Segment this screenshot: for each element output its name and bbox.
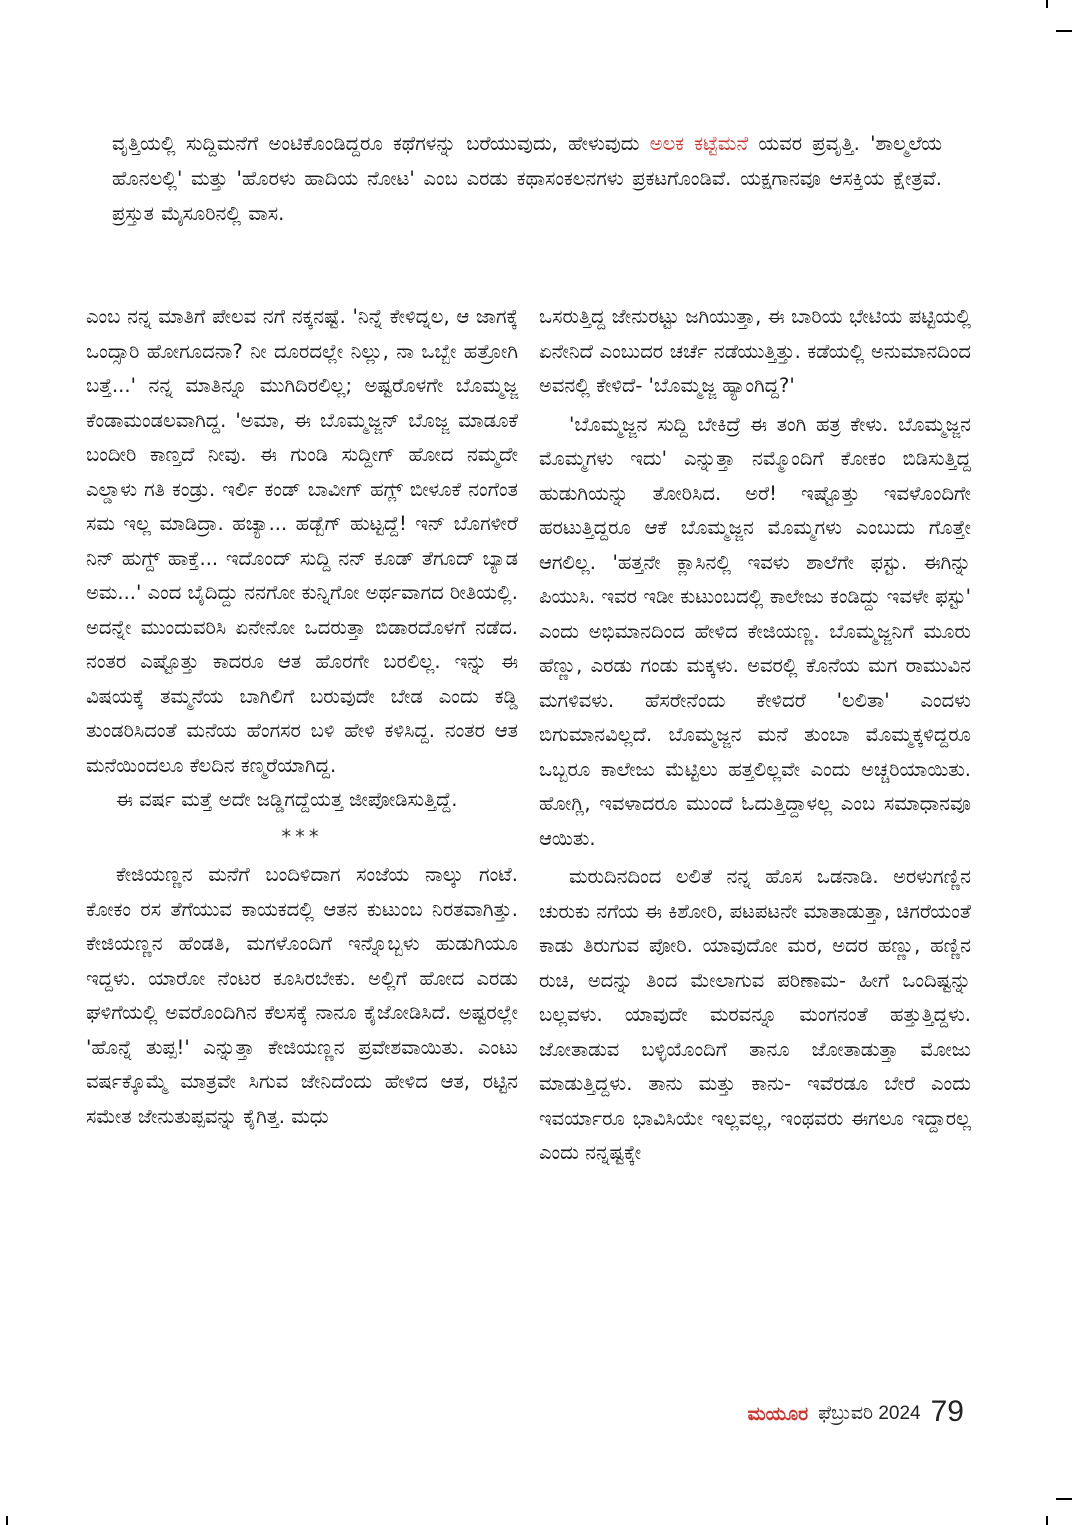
crop-mark-bottom-left-v [6, 1516, 8, 1525]
right-column [539, 300, 971, 1171]
page-number: 79 [930, 1395, 964, 1428]
left-column [86, 300, 518, 1134]
right-paragraph-3: ಮರುದಿನದಿಂದ ಲಲಿತೆ ನನ್ನ ಹೊಸ ಒಡನಾಡಿ. ಅರಳುಗಣ್ಣಿನ ಚುರುಕು ನಗೆಯ ಈ ಕಿಶೋರಿ, ಪಟಪಟನೇ ಮಾತಾಡುತ್ತಾ, ಚಿಗರೆಯಂತೆ ಕಾಡು ತಿರುಗುವ ಪೋರಿ. ಯಾವುದೋ ಮರ, ಅದರ ಹಣ್ಣು, ಹಣ್ಣಿನ ರುಚಿ, ಅದನ್ನು ತಿಂದ ಮೇಲಾಗುವ ಪರಿಣಾಮ- ಹೀಗೆ ಒಂದಿಷ್ಟನ್ನು ಬಲ್ಲವಳು. ಯಾವುದೇ ಮರವನ್ನೂ ಮಂಗನಂತೆ ಹತ್ತುತ್ತಿದ್ದಳು. ಜೋತಾಡುವ ಬಳ್ಳಿಯೊಂದಿಗೆ ತಾನೂ ಜೋತಾಡುತ್ತಾ ಮೋಜು ಮಾಡುತ್ತಿದ್ದಳು. ತಾನು ಮತ್ತು ಕಾನು- ಇವೆರಡೂ ಬೇರೆ ಎಂದು ಇವರ್ಯಾರೂ ಭಾವಿಸಿಯೇ ಇಲ್ಲವಲ್ಲ, ಇಂಥವರು ಈಗಲೂ ಇದ್ದಾರಲ್ಲ ಎಂದು ನನ್ನಷ್ಟಕ್ಕೇ [539, 865, 971, 1164]
crop-mark-bottom-right-v [1046, 1516, 1048, 1525]
crop-mark-top-right-v [1046, 0, 1048, 8]
right-paragraph-2: 'ಬೊಮ್ಮಜ್ಜನ ಸುದ್ದಿ ಬೇಕಿದ್ರೆ ಈ ತಂಗಿ ಹತ್ರ ಕೇಳು. ಬೊಮ್ಮಜ್ಜನ ಮೊಮ್ಮಗಳು ಇದು' ಎನ್ನುತ್ತಾ ನಮ್ಮೊಂದಿಗೆ ಕೋಕಂ ಬಿಡಿಸುತ್ತಿದ್ದ ಹುಡುಗಿಯನ್ನು ತೋರಿಸಿದ. ಅರೆ! ಇಷ್ಟೊತ್ತು ಇವಳೊಂದಿಗೇ ಹರಟುತ್ತಿದ್ದರೂ ಆಕೆ ಬೊಮ್ಮಜ್ಜನ ಮೊಮ್ಮಗಳು ಎಂಬುದು ಗೊತ್ತೇ ಆಗಲಿಲ್ಲ. 'ಹತ್ತನೇ ಕ್ಲಾಸಿನಲ್ಲಿ ಇವಳು ಶಾಲೆಗೇ ಫಸ್ಟು. ಈಗಿನ್ನು ಪಿಯುಸಿ. ಇವರ ಇಡೀ ಕುಟುಂಬದಲ್ಲಿ ಕಾಲೇಜು ಕಂಡಿದ್ದು ಇವಳೇ ಫಸ್ಟು' ಎಂದು ಅಭಿಮಾನದಿಂದ ಹೇಳಿದ ಕೇಜಿಯಣ್ಣ. ಬೊಮ್ಮಜ್ಜನಿಗೆ ಮೂರು ಹೆಣ್ಣು, ಎರಡು ಗಂಡು ಮಕ್ಕಳು. ಅವರಲ್ಲಿ ಕೊನೆಯ ಮಗ ರಾಮುವಿನ ಮಗಳಿವಳು. ಹೆಸರೇನೆಂದು ಕೇಳಿದರೆ 'ಲಲಿತಾ' ಎಂದಳು ಬಿಗುಮಾನವಿಲ್ಲದೆ. ಬೊಮ್ಮಜ್ಜನ ಮನೆ ತುಂಬಾ ಮೊಮ್ಮಕ್ಕಳಿದ್ದರೂ ಒಬ್ಬರೂ ಕಾಲೇಜು ಮೆಟ್ಟಿಲು ಹತ್ತಲಿಲ್ಲವೇ ಎಂದು ಅಚ್ಚರಿಯಾಯಿತು. ಹೋಗ್ಲಿ, ಇವಳಾದರೂ ಮುಂದೆ ಓದುತ್ತಿದ್ದಾಳಲ್ಲ ಎಂಬ ಸಮಾಧಾನವೂ ಆಯಿತು. [539, 412, 971, 850]
bio-text-before: ವೃತ್ತಿಯಲ್ಲಿ ಸುದ್ದಿಮನೆಗೆ ಅಂಟಿಕೊಂಡಿದ್ದರೂ ಕಥೆಗಳನ್ನು ಬರೆಯುವುದು, ಹೇಳುವುದು [112, 132, 650, 155]
section-separator: *** [281, 824, 323, 848]
page-footer [748, 1392, 964, 1428]
crop-mark-top-right-h [1056, 30, 1072, 32]
author-bio [112, 126, 942, 231]
left-paragraph-1: ಎಂಬ ನನ್ನ ಮಾತಿಗೆ ಪೇಲವ ನಗೆ ನಕ್ಕನಷ್ಟೆ. 'ನಿನ್ನೆ ಕೇಳಿದ್ನಲ, ಆ ಜಾಗಕ್ಕೆ ಒಂದ್ಸಾರಿ ಹೋಗೂದನಾ? ನೀ ದೂರದಲ್ಲೇ ನಿಲ್ಲು, ನಾ ಒಬ್ಬೇ ಹತ್ರೋಗಿ ಬತ್ತೆ...' ನನ್ನ ಮಾತಿನ್ನೂ ಮುಗಿದಿರಲಿಲ್ಲ; ಅಷ್ಟರೊಳಗೇ ಬೊಮ್ಮಜ್ಜ ಕೆಂಡಾಮಂಡಲವಾಗಿದ್ದ. 'ಅಮಾ, ಈ ಬೊಮ್ಮಜ್ಜನ್ ಬೊಜ್ಜ ಮಾಡೂಕೆ ಬಂದೀರಿ ಕಾಣ್ತದೆ ನೀವು. ಈ ಗುಂಡಿ ಸುದ್ದೀಗ್ ಹೋದ ನಮ್ಮದೇ ಎಲ್ಡಾಳು ಗತಿ ಕಂಡ್ರು. ಇರ್ಲಿ ಕಂಡ್ ಬಾವೀಗ್ ಹಗ್ಲ್ ಬೀಳೂಕೆ ನಂಗೆಂತ ಸಮ ಇಲ್ಲ ಮಾಡಿದ್ರಾ. ಹಚ್ಯಾ... ಹಡ್ಬೆಗ್ ಹುಟ್ಟದ್ದೆ! ಇನ್ ಬೊಗಳೀರೆ ನಿನ್ ಹುಗ್ದ್ ಹಾಕ್ತೆ... ಇದೊಂದ್ ಸುದ್ದಿ ನನ್ ಕೂಡ್ ತೆಗೂದ್ ಬ್ಯಾಡ ಅಮ...' ಎಂದ ಬೈದಿದ್ದು ನನಗೋ ಕುನ್ನಿಗೋ ಅರ್ಥವಾಗದ ರೀತಿಯಲ್ಲಿ. ಅದನ್ನೇ ಮುಂದುವರಿಸಿ ಏನೇನೋ ಒದರುತ್ತಾ ಬಿಡಾರದೊಳಗೆ ನಡೆದ. ನಂತರ ಎಷ್ಟೊತ್ತು ಕಾದರೂ ಆತ ಹೊರಗೇ ಬರಲಿಲ್ಲ. ಇನ್ನು ಈ ವಿಷಯಕ್ಕೆ ತಮ್ಮನೆಯ ಬಾಗಿಲಿಗೆ ಬರುವುದೇ ಬೇಡ ಎಂದು ಕಡ್ಡಿ ತುಂಡರಿಸಿದಂತೆ ಮನೆಯ ಹೆಂಗಸರ ಬಳಿ ಹೇಳಿ ಕಳಿಸಿದ್ದ. ನಂತರ ಆತ ಮನೆಯಿಂದಲೂ ಕೆಲದಿನ ಕಣ್ಮರೆಯಾಗಿದ್ದ. [86, 305, 518, 777]
right-paragraph-1: ಒಸರುತ್ತಿದ್ದ ಜೇನುರಟ್ಟು ಜಗಿಯುತ್ತಾ, ಈ ಬಾರಿಯ ಭೇಟಿಯ ಪಟ್ಟಿಯಲ್ಲಿ ಏನೇನಿದೆ ಎಂಬುದರ ಚರ್ಚೆ ನಡೆಯುತ್ತಿತ್ತು. ಕಡೆಯಲ್ಲಿ ಅನುಮಾನದಿಂದ ಅವನಲ್ಲಿ ಕೇಳಿದೆ- 'ಬೊಮ್ಮಜ್ಜ ಹ್ಯಾಂಗಿದ್ದ?' [539, 305, 971, 397]
issue-date: ಫೆಬ್ರುವರಿ 2024 [818, 1403, 921, 1424]
bio-text-after: ಯವರ ಪ್ರವೃತ್ತಿ. 'ಶಾಲ್ಮಲೆಯ ಹೊನಲಲ್ಲಿ' ಮತ್ತು 'ಹೊರಳು ಹಾದಿಯ ನೋಟ' ಎಂಬ ಎರಡು ಕಥಾಸಂಕಲನಗಳು ಪ್ರಕಟಗೊಂಡಿವೆ. ಯಕ್ಷಗಾನವೂ ಆಸಕ್ತಿಯ ಕ್ಷೇತ್ರವೆ. ಪ್ರಸ್ತುತ ಮೈಸೂರಿನಲ್ಲಿ ವಾಸ. [112, 132, 942, 225]
left-paragraph-3: ಕೇಜಿಯಣ್ಣನ ಮನೆಗೆ ಬಂದಿಳಿದಾಗ ಸಂಜೆಯ ನಾಲ್ಕು ಗಂಟೆ. ಕೋಕಂ ರಸ ತೆಗೆಯುವ ಕಾಯಕದಲ್ಲಿ ಆತನ ಕುಟುಂಬ ನಿರತವಾಗಿತ್ತು. ಕೇಜಿಯಣ್ಣನ ಹೆಂಡತಿ, ಮಗಳೊಂದಿಗೆ ಇನ್ನೊಬ್ಬಳು ಹುಡುಗಿಯೂ ಇದ್ದಳು. ಯಾರೋ ನೆಂಟರ ಕೂಸಿರಬೇಕು. ಅಲ್ಲಿಗೆ ಹೋದ ಎರಡು ಘಳಿಗೆಯಲ್ಲಿ ಅವರೊಂದಿಗಿನ ಕೆಲಸಕ್ಕೆ ನಾನೂ ಕೈಜೋಡಿಸಿದೆ. ಅಷ್ಟರಲ್ಲೇ 'ಹೊನ್ನೆ ತುಪ್ಪ!' ಎನ್ನುತ್ತಾ ಕೇಜಿಯಣ್ಣನ ಪ್ರವೇಶವಾಯಿತು. ಎಂಟು ವರ್ಷಕ್ಕೊಮ್ಮೆ ಮಾತ್ರವೇ ಸಿಗುವ ಜೇನಿದೆಂದು ಹೇಳಿದ ಆತ, ರಟ್ಟಿನ ಸಮೇತ ಜೇನುತುಪ್ಪವನ್ನು ಕೈಗಿತ್ತ. ಮಧು [86, 863, 518, 1128]
magazine-logo: ಮಯೂರ [747, 1403, 809, 1425]
left-paragraph-2: ಈ ವರ್ಷ ಮತ್ತೆ ಅದೇ ಜಡ್ಡಿಗದ್ದೆಯತ್ತ ಜೀಪೋಡಿಸುತ್ತಿದ್ದೆ. [116, 788, 458, 811]
author-name: ಅಲಕ ಕಟ್ಟೆಮನೆ [649, 132, 749, 155]
crop-mark-bottom-right-h [1056, 1498, 1072, 1500]
